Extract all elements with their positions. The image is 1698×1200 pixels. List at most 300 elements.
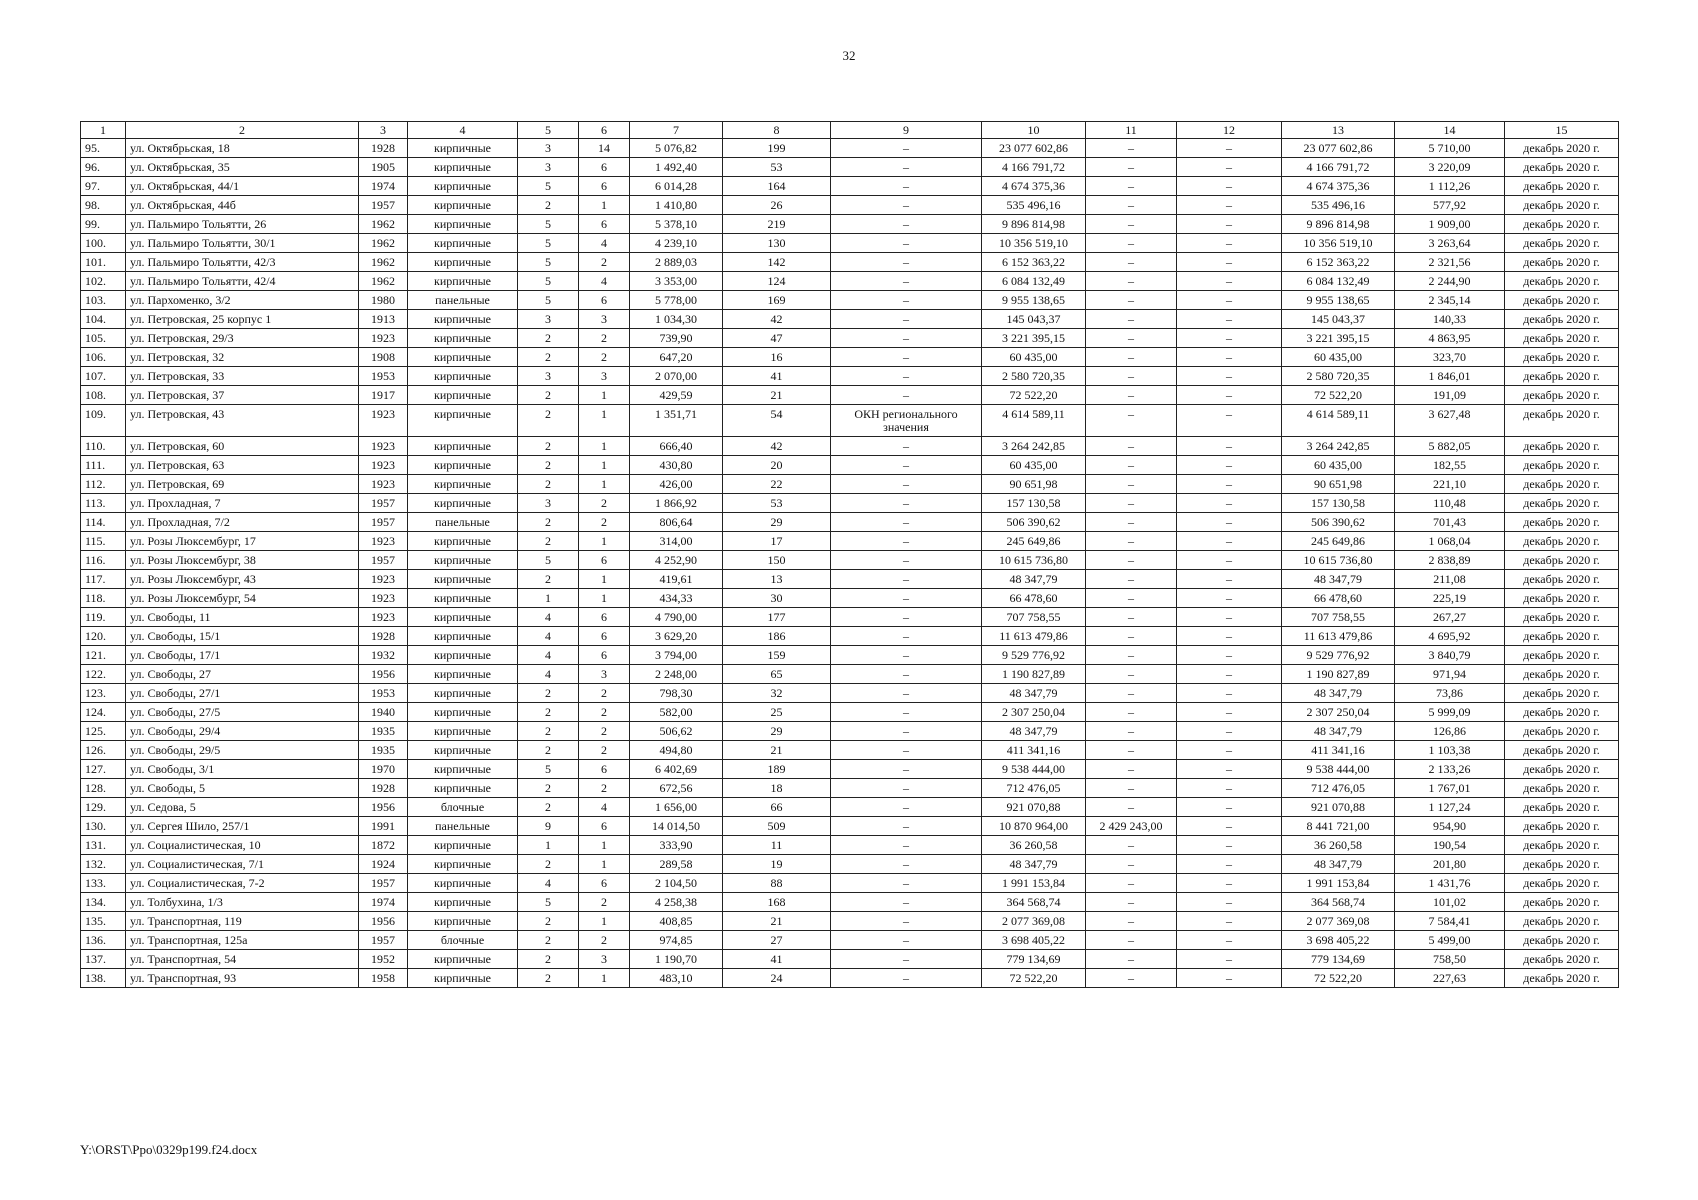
cell-total-cost: 245 649,86 xyxy=(982,532,1086,551)
cell-address: ул. Транспортная, 119 xyxy=(126,912,359,931)
cell-cost-col-11: – xyxy=(1086,912,1177,931)
cell-heritage-status: – xyxy=(831,855,982,874)
cell-row-number: 110. xyxy=(81,437,126,456)
cell-cost-col-11: – xyxy=(1086,272,1177,291)
cell-floors: 2 xyxy=(518,969,579,988)
cell-cost-per-unit: 3 627,48 xyxy=(1395,405,1505,437)
table-row xyxy=(81,139,1619,158)
cell-deadline: декабрь 2020 г. xyxy=(1505,779,1619,798)
cell-row-number: 124. xyxy=(81,703,126,722)
cell-cost-per-unit: 3 840,79 xyxy=(1395,646,1505,665)
cell-deadline: декабрь 2020 г. xyxy=(1505,874,1619,893)
cell-residents: 65 xyxy=(723,665,831,684)
header-cell: 13 xyxy=(1282,122,1395,139)
cell-total-cost: 2 077 369,08 xyxy=(982,912,1086,931)
cell-heritage-status: – xyxy=(831,817,982,836)
cell-area: 3 353,00 xyxy=(630,272,723,291)
cell-entrances: 2 xyxy=(579,741,630,760)
cell-cost-col-13: 712 476,05 xyxy=(1282,779,1395,798)
cell-heritage-status: – xyxy=(831,272,982,291)
table-row xyxy=(81,817,1619,836)
cell-cost-col-12: – xyxy=(1177,456,1282,475)
cell-area: 333,90 xyxy=(630,836,723,855)
cell-cost-col-12: – xyxy=(1177,348,1282,367)
cell-row-number: 101. xyxy=(81,253,126,272)
cell-year-built: 1958 xyxy=(359,969,408,988)
cell-cost-col-13: 48 347,79 xyxy=(1282,722,1395,741)
table-row xyxy=(81,874,1619,893)
cell-row-number: 102. xyxy=(81,272,126,291)
cell-cost-col-11: – xyxy=(1086,893,1177,912)
cell-area: 1 351,71 xyxy=(630,405,723,437)
cell-deadline: декабрь 2020 г. xyxy=(1505,367,1619,386)
cell-cost-col-12: – xyxy=(1177,855,1282,874)
cell-deadline: декабрь 2020 г. xyxy=(1505,253,1619,272)
cell-address: ул. Петровская, 29/3 xyxy=(126,329,359,348)
cell-cost-col-11: – xyxy=(1086,291,1177,310)
cell-wall-material: кирпичные xyxy=(408,684,518,703)
cell-cost-col-13: 60 435,00 xyxy=(1282,456,1395,475)
cell-heritage-status: – xyxy=(831,551,982,570)
cell-floors: 2 xyxy=(518,570,579,589)
cell-residents: 25 xyxy=(723,703,831,722)
header-cell: 5 xyxy=(518,122,579,139)
cell-address: ул. Социалистическая, 7/1 xyxy=(126,855,359,874)
cell-row-number: 132. xyxy=(81,855,126,874)
cell-year-built: 1913 xyxy=(359,310,408,329)
cell-row-number: 137. xyxy=(81,950,126,969)
cell-wall-material: кирпичные xyxy=(408,272,518,291)
cell-floors: 1 xyxy=(518,589,579,608)
cell-heritage-status: – xyxy=(831,196,982,215)
cell-cost-col-12: – xyxy=(1177,310,1282,329)
cell-address: ул. Седова, 5 xyxy=(126,798,359,817)
cell-address: ул. Свободы, 11 xyxy=(126,608,359,627)
cell-row-number: 121. xyxy=(81,646,126,665)
cell-cost-col-11: – xyxy=(1086,253,1177,272)
cell-cost-col-11: – xyxy=(1086,386,1177,405)
cell-row-number: 108. xyxy=(81,386,126,405)
cell-year-built: 1923 xyxy=(359,329,408,348)
cell-address: ул. Розы Люксембург, 17 xyxy=(126,532,359,551)
cell-entrances: 1 xyxy=(579,456,630,475)
cell-heritage-status: – xyxy=(831,836,982,855)
cell-deadline: декабрь 2020 г. xyxy=(1505,310,1619,329)
header-cell: 6 xyxy=(579,122,630,139)
cell-total-cost: 3 698 405,22 xyxy=(982,931,1086,950)
cell-wall-material: блочные xyxy=(408,798,518,817)
cell-cost-col-11: – xyxy=(1086,475,1177,494)
cell-deadline: декабрь 2020 г. xyxy=(1505,665,1619,684)
cell-cost-col-12: – xyxy=(1177,513,1282,532)
cell-cost-col-13: 6 152 363,22 xyxy=(1282,253,1395,272)
cell-total-cost: 9 955 138,65 xyxy=(982,291,1086,310)
cell-total-cost: 90 651,98 xyxy=(982,475,1086,494)
cell-wall-material: кирпичные xyxy=(408,177,518,196)
cell-cost-col-12: – xyxy=(1177,665,1282,684)
cell-area: 430,80 xyxy=(630,456,723,475)
cell-deadline: декабрь 2020 г. xyxy=(1505,215,1619,234)
cell-entrances: 1 xyxy=(579,475,630,494)
table-row xyxy=(81,177,1619,196)
cell-cost-per-unit: 4 695,92 xyxy=(1395,627,1505,646)
table-row xyxy=(81,475,1619,494)
cell-residents: 18 xyxy=(723,779,831,798)
table-row xyxy=(81,760,1619,779)
table-row xyxy=(81,513,1619,532)
table-row xyxy=(81,386,1619,405)
cell-cost-col-12: – xyxy=(1177,608,1282,627)
cell-floors: 2 xyxy=(518,513,579,532)
cell-heritage-status: – xyxy=(831,703,982,722)
cell-cost-col-12: – xyxy=(1177,722,1282,741)
cell-cost-per-unit: 1 112,26 xyxy=(1395,177,1505,196)
cell-entrances: 6 xyxy=(579,551,630,570)
cell-address: ул. Транспортная, 93 xyxy=(126,969,359,988)
cell-address: ул. Пальмиро Тольятти, 42/3 xyxy=(126,253,359,272)
table-row xyxy=(81,291,1619,310)
cell-cost-col-12: – xyxy=(1177,703,1282,722)
cell-year-built: 1917 xyxy=(359,386,408,405)
cell-cost-col-13: 4 674 375,36 xyxy=(1282,177,1395,196)
cell-floors: 4 xyxy=(518,627,579,646)
cell-floors: 2 xyxy=(518,456,579,475)
cell-wall-material: кирпичные xyxy=(408,855,518,874)
cell-address: ул. Пальмиро Тольятти, 42/4 xyxy=(126,272,359,291)
cell-entrances: 1 xyxy=(579,437,630,456)
table-row xyxy=(81,310,1619,329)
cell-total-cost: 48 347,79 xyxy=(982,722,1086,741)
cell-total-cost: 364 568,74 xyxy=(982,893,1086,912)
cell-residents: 177 xyxy=(723,608,831,627)
cell-area: 974,85 xyxy=(630,931,723,950)
cell-heritage-status: – xyxy=(831,494,982,513)
cell-wall-material: кирпичные xyxy=(408,589,518,608)
cell-total-cost: 1 190 827,89 xyxy=(982,665,1086,684)
cell-cost-per-unit: 225,19 xyxy=(1395,589,1505,608)
cell-heritage-status: – xyxy=(831,456,982,475)
cell-cost-col-11: – xyxy=(1086,703,1177,722)
cell-cost-col-12: – xyxy=(1177,741,1282,760)
cell-entrances: 3 xyxy=(579,950,630,969)
cell-heritage-status: – xyxy=(831,437,982,456)
cell-row-number: 114. xyxy=(81,513,126,532)
cell-cost-col-11: – xyxy=(1086,950,1177,969)
cell-row-number: 122. xyxy=(81,665,126,684)
cell-row-number: 96. xyxy=(81,158,126,177)
cell-heritage-status: – xyxy=(831,874,982,893)
header-cell: 15 xyxy=(1505,122,1619,139)
cell-entrances: 6 xyxy=(579,760,630,779)
cell-area: 1 656,00 xyxy=(630,798,723,817)
cell-total-cost: 23 077 602,86 xyxy=(982,139,1086,158)
cell-cost-col-12: – xyxy=(1177,272,1282,291)
cell-cost-col-13: 506 390,62 xyxy=(1282,513,1395,532)
table-row xyxy=(81,627,1619,646)
cell-total-cost: 2 580 720,35 xyxy=(982,367,1086,386)
cell-row-number: 109. xyxy=(81,405,126,437)
cell-deadline: декабрь 2020 г. xyxy=(1505,760,1619,779)
cell-residents: 29 xyxy=(723,722,831,741)
cell-total-cost: 48 347,79 xyxy=(982,855,1086,874)
cell-cost-col-13: 23 077 602,86 xyxy=(1282,139,1395,158)
table-row xyxy=(81,272,1619,291)
cell-cost-col-12: – xyxy=(1177,760,1282,779)
cell-cost-col-12: – xyxy=(1177,532,1282,551)
cell-floors: 2 xyxy=(518,722,579,741)
cell-wall-material: блочные xyxy=(408,931,518,950)
cell-residents: 164 xyxy=(723,177,831,196)
cell-total-cost: 72 522,20 xyxy=(982,969,1086,988)
header-cell: 12 xyxy=(1177,122,1282,139)
file-path-footer: Y:\ORST\Ppo\0329p199.f24.docx xyxy=(80,1142,258,1157)
cell-deadline: декабрь 2020 г. xyxy=(1505,912,1619,931)
table-row xyxy=(81,722,1619,741)
cell-wall-material: кирпичные xyxy=(408,627,518,646)
cell-deadline: декабрь 2020 г. xyxy=(1505,158,1619,177)
cell-floors: 2 xyxy=(518,437,579,456)
cell-entrances: 4 xyxy=(579,798,630,817)
cell-address: ул. Розы Люксембург, 54 xyxy=(126,589,359,608)
cell-residents: 30 xyxy=(723,589,831,608)
cell-entrances: 2 xyxy=(579,329,630,348)
cell-total-cost: 3 221 395,15 xyxy=(982,329,1086,348)
cell-cost-col-11: – xyxy=(1086,215,1177,234)
cell-total-cost: 66 478,60 xyxy=(982,589,1086,608)
cell-area: 5 778,00 xyxy=(630,291,723,310)
cell-row-number: 120. xyxy=(81,627,126,646)
cell-deadline: декабрь 2020 г. xyxy=(1505,551,1619,570)
cell-wall-material: панельные xyxy=(408,291,518,310)
cell-entrances: 1 xyxy=(579,589,630,608)
cell-area: 672,56 xyxy=(630,779,723,798)
cell-cost-col-11: – xyxy=(1086,722,1177,741)
cell-address: ул. Петровская, 32 xyxy=(126,348,359,367)
cell-wall-material: кирпичные xyxy=(408,570,518,589)
cell-cost-col-13: 707 758,55 xyxy=(1282,608,1395,627)
cell-year-built: 1956 xyxy=(359,798,408,817)
cell-cost-per-unit: 2 838,89 xyxy=(1395,551,1505,570)
table-row xyxy=(81,684,1619,703)
cell-heritage-status: ОКН регионального значения xyxy=(831,405,982,437)
cell-residents: 21 xyxy=(723,386,831,405)
cell-cost-col-11: – xyxy=(1086,551,1177,570)
cell-cost-col-13: 10 615 736,80 xyxy=(1282,551,1395,570)
cell-deadline: декабрь 2020 г. xyxy=(1505,950,1619,969)
cell-residents: 53 xyxy=(723,158,831,177)
cell-cost-col-13: 10 356 519,10 xyxy=(1282,234,1395,253)
cell-wall-material: кирпичные xyxy=(408,475,518,494)
table-row xyxy=(81,969,1619,988)
cell-cost-col-13: 1 991 153,84 xyxy=(1282,874,1395,893)
cell-entrances: 1 xyxy=(579,836,630,855)
cell-cost-col-11: – xyxy=(1086,234,1177,253)
cell-residents: 24 xyxy=(723,969,831,988)
cell-year-built: 1974 xyxy=(359,893,408,912)
cell-heritage-status: – xyxy=(831,215,982,234)
cell-area: 739,90 xyxy=(630,329,723,348)
cell-wall-material: кирпичные xyxy=(408,874,518,893)
cell-row-number: 118. xyxy=(81,589,126,608)
cell-address: ул. Пальмиро Тольятти, 30/1 xyxy=(126,234,359,253)
cell-year-built: 1970 xyxy=(359,760,408,779)
cell-row-number: 135. xyxy=(81,912,126,931)
cell-cost-col-11: – xyxy=(1086,139,1177,158)
header-cell: 1 xyxy=(81,122,126,139)
cell-year-built: 1952 xyxy=(359,950,408,969)
cell-residents: 509 xyxy=(723,817,831,836)
cell-residents: 21 xyxy=(723,741,831,760)
cell-wall-material: кирпичные xyxy=(408,551,518,570)
cell-total-cost: 48 347,79 xyxy=(982,570,1086,589)
cell-address: ул. Транспортная, 125а xyxy=(126,931,359,950)
cell-year-built: 1923 xyxy=(359,405,408,437)
cell-residents: 16 xyxy=(723,348,831,367)
cell-cost-per-unit: 323,70 xyxy=(1395,348,1505,367)
table-row xyxy=(81,253,1619,272)
header-cell: 10 xyxy=(982,122,1086,139)
cell-total-cost: 506 390,62 xyxy=(982,513,1086,532)
cell-floors: 3 xyxy=(518,310,579,329)
cell-area: 14 014,50 xyxy=(630,817,723,836)
header-cell: 4 xyxy=(408,122,518,139)
cell-cost-col-13: 4 166 791,72 xyxy=(1282,158,1395,177)
cell-total-cost: 9 896 814,98 xyxy=(982,215,1086,234)
cell-address: ул. Социалистическая, 10 xyxy=(126,836,359,855)
page-number: 32 xyxy=(842,48,856,63)
cell-address: ул. Октябрьская, 18 xyxy=(126,139,359,158)
cell-residents: 47 xyxy=(723,329,831,348)
cell-floors: 2 xyxy=(518,931,579,950)
cell-heritage-status: – xyxy=(831,779,982,798)
cell-cost-col-11: – xyxy=(1086,494,1177,513)
cell-row-number: 95. xyxy=(81,139,126,158)
cell-heritage-status: – xyxy=(831,291,982,310)
cell-wall-material: кирпичные xyxy=(408,608,518,627)
cell-deadline: декабрь 2020 г. xyxy=(1505,684,1619,703)
cell-cost-col-12: – xyxy=(1177,779,1282,798)
cell-year-built: 1923 xyxy=(359,570,408,589)
cell-area: 5 378,10 xyxy=(630,215,723,234)
cell-residents: 169 xyxy=(723,291,831,310)
cell-area: 314,00 xyxy=(630,532,723,551)
table-row xyxy=(81,589,1619,608)
cell-year-built: 1928 xyxy=(359,779,408,798)
cell-floors: 2 xyxy=(518,912,579,931)
cell-deadline: декабрь 2020 г. xyxy=(1505,386,1619,405)
cell-row-number: 138. xyxy=(81,969,126,988)
cell-cost-per-unit: 73,86 xyxy=(1395,684,1505,703)
cell-cost-col-12: – xyxy=(1177,234,1282,253)
cell-entrances: 14 xyxy=(579,139,630,158)
cell-deadline: декабрь 2020 г. xyxy=(1505,627,1619,646)
cell-row-number: 100. xyxy=(81,234,126,253)
cell-floors: 3 xyxy=(518,139,579,158)
cell-cost-col-13: 48 347,79 xyxy=(1282,570,1395,589)
cell-cost-col-13: 2 307 250,04 xyxy=(1282,703,1395,722)
cell-heritage-status: – xyxy=(831,760,982,779)
cell-entrances: 6 xyxy=(579,158,630,177)
table-row xyxy=(81,532,1619,551)
cell-heritage-status: – xyxy=(831,684,982,703)
cell-deadline: декабрь 2020 г. xyxy=(1505,532,1619,551)
cell-total-cost: 707 758,55 xyxy=(982,608,1086,627)
table-row xyxy=(81,836,1619,855)
cell-entrances: 2 xyxy=(579,703,630,722)
cell-residents: 13 xyxy=(723,570,831,589)
cell-floors: 1 xyxy=(518,836,579,855)
cell-area: 4 239,10 xyxy=(630,234,723,253)
cell-row-number: 98. xyxy=(81,196,126,215)
table-row xyxy=(81,215,1619,234)
cell-cost-col-12: – xyxy=(1177,437,1282,456)
cell-deadline: декабрь 2020 г. xyxy=(1505,329,1619,348)
cell-year-built: 1923 xyxy=(359,532,408,551)
cell-row-number: 97. xyxy=(81,177,126,196)
cell-cost-col-11: – xyxy=(1086,196,1177,215)
cell-area: 798,30 xyxy=(630,684,723,703)
cell-area: 483,10 xyxy=(630,969,723,988)
cell-total-cost: 9 529 776,92 xyxy=(982,646,1086,665)
header-cell: 3 xyxy=(359,122,408,139)
cell-row-number: 104. xyxy=(81,310,126,329)
cell-total-cost: 2 307 250,04 xyxy=(982,703,1086,722)
cell-cost-col-13: 157 130,58 xyxy=(1282,494,1395,513)
cell-floors: 5 xyxy=(518,291,579,310)
table-row xyxy=(81,608,1619,627)
cell-heritage-status: – xyxy=(831,570,982,589)
cell-cost-per-unit: 126,86 xyxy=(1395,722,1505,741)
cell-cost-col-13: 3 221 395,15 xyxy=(1282,329,1395,348)
cell-row-number: 131. xyxy=(81,836,126,855)
cell-total-cost: 4 166 791,72 xyxy=(982,158,1086,177)
cell-cost-per-unit: 3 220,09 xyxy=(1395,158,1505,177)
cell-residents: 26 xyxy=(723,196,831,215)
cell-heritage-status: – xyxy=(831,722,982,741)
cell-cost-per-unit: 1 068,04 xyxy=(1395,532,1505,551)
cell-wall-material: кирпичные xyxy=(408,215,518,234)
cell-entrances: 1 xyxy=(579,570,630,589)
cell-total-cost: 921 070,88 xyxy=(982,798,1086,817)
cell-wall-material: кирпичные xyxy=(408,665,518,684)
cell-entrances: 6 xyxy=(579,215,630,234)
cell-cost-per-unit: 4 863,95 xyxy=(1395,329,1505,348)
cell-entrances: 1 xyxy=(579,912,630,931)
cell-entrances: 1 xyxy=(579,855,630,874)
cell-cost-per-unit: 211,08 xyxy=(1395,570,1505,589)
cell-cost-per-unit: 1 909,00 xyxy=(1395,215,1505,234)
cell-wall-material: кирпичные xyxy=(408,329,518,348)
cell-area: 2 104,50 xyxy=(630,874,723,893)
cell-wall-material: кирпичные xyxy=(408,158,518,177)
cell-address: ул. Петровская, 43 xyxy=(126,405,359,437)
cell-cost-per-unit: 2 345,14 xyxy=(1395,291,1505,310)
cell-cost-col-12: – xyxy=(1177,950,1282,969)
cell-deadline: декабрь 2020 г. xyxy=(1505,817,1619,836)
cell-deadline: декабрь 2020 г. xyxy=(1505,272,1619,291)
cell-cost-col-11: – xyxy=(1086,798,1177,817)
cell-entrances: 6 xyxy=(579,646,630,665)
cell-address: ул. Петровская, 69 xyxy=(126,475,359,494)
cell-cost-col-11: – xyxy=(1086,177,1177,196)
cell-heritage-status: – xyxy=(831,158,982,177)
cell-residents: 88 xyxy=(723,874,831,893)
cell-cost-per-unit: 5 999,09 xyxy=(1395,703,1505,722)
table-row xyxy=(81,494,1619,513)
cell-year-built: 1928 xyxy=(359,139,408,158)
cell-row-number: 99. xyxy=(81,215,126,234)
cell-wall-material: кирпичные xyxy=(408,456,518,475)
